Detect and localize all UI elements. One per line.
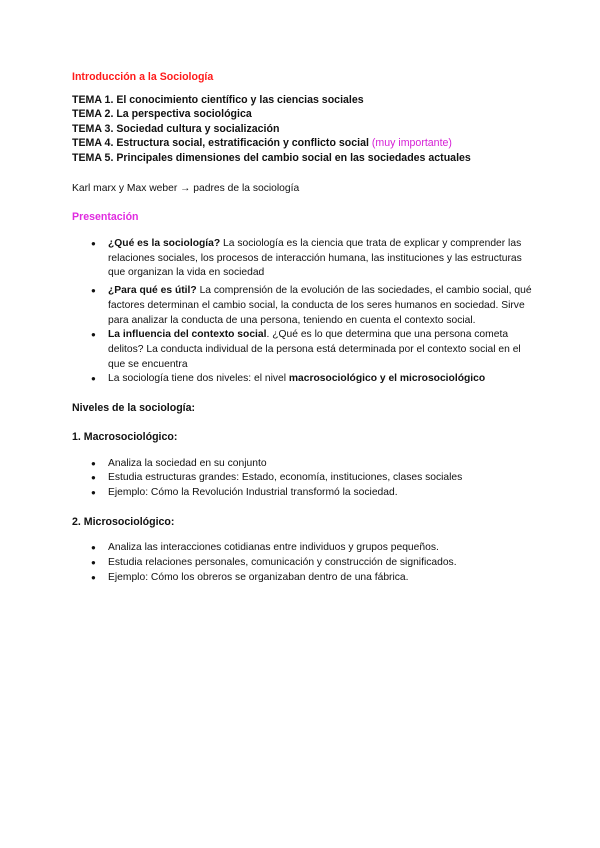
tema-label: TEMA 4. Estructura social, estratificación y conflicto social	[72, 137, 369, 150]
intro-line: Karl marx y Max weber → padres de la sociología	[72, 182, 300, 194]
tema-label: TEMA 3. Sociedad cultura y socialización	[72, 122, 280, 135]
list-item: ● Ejemplo: Cómo la Revolución Industrial transformó la sociedad.	[72, 486, 532, 501]
list-item: ● Estudia relaciones personales, comunicación y construcción de significados.	[72, 556, 532, 571]
tema-label: TEMA 5. Principales dimensiones del cambio social en las sociedades actuales	[72, 152, 471, 165]
macro-heading: 1. Macrosociológico:	[72, 430, 178, 443]
tema-item	[72, 93, 532, 108]
tema-label: TEMA 1. El conocimiento científico y las ciencias sociales	[72, 93, 364, 106]
presentacion-heading: Presentación	[72, 211, 139, 224]
item-text: La comprensión de la evolución de las sociedades, el cambio social, qué factores determinan el cambio social, la conducta de los seres humanos en sociedad. Sirve para analizar la conducta de una persona, teniendo en cuenta el contexto social.	[108, 285, 532, 326]
niveles-heading: Niveles de la sociología:	[72, 402, 196, 415]
document-title: Introducción a la Sociología	[72, 71, 214, 83]
item-bold: macrosociológico y el microsociológico	[288, 373, 486, 385]
item-bold: ¿Qué es la sociología?	[108, 238, 221, 250]
item-text: La sociología es la ciencia que trata de explicar y comprender las relaciones sociales, los procesos de interacción humana, las instituciones y las estructuras que organizan la vida en sociedad	[108, 238, 522, 279]
temas-list	[72, 93, 532, 166]
list-item: ● Analiza la sociedad en su conjunto	[72, 457, 532, 472]
item-text: . ¿Qué es lo que determina que una persona cometa delitos? La conducta individual de la persona está determinada por el contexto social en el que se encuentra	[108, 329, 521, 370]
tema-note: (muy importante)	[371, 137, 452, 150]
list-item	[72, 328, 532, 372]
tema-label: TEMA 2. La perspectiva sociológica	[72, 108, 252, 121]
micro-heading: 2. Microsociológico:	[72, 515, 175, 528]
micro-list	[72, 541, 532, 585]
tema-item	[72, 107, 532, 122]
item-bold: La influencia del contexto social	[108, 329, 267, 341]
list-item: ● Analiza las interacciones cotidianas entre individuos y grupos pequeños.	[72, 541, 532, 556]
tema-item	[72, 136, 532, 151]
item-bold: ¿Para qué es útil?	[108, 285, 197, 297]
tema-item	[72, 122, 532, 137]
tema-item	[72, 151, 532, 166]
presentacion-list	[72, 237, 532, 387]
list-item	[72, 284, 532, 328]
item-text: La sociología tiene dos niveles: el nivel	[108, 373, 289, 385]
list-item	[72, 372, 532, 387]
list-item: ● Ejemplo: Cómo los obreros se organizaban dentro de una fábrica.	[72, 571, 532, 586]
list-item: ● Estudia estructuras grandes: Estado, economía, instituciones, clases sociales	[72, 471, 532, 486]
macro-list	[72, 457, 532, 501]
document-page	[72, 70, 532, 585]
list-item	[72, 237, 532, 281]
